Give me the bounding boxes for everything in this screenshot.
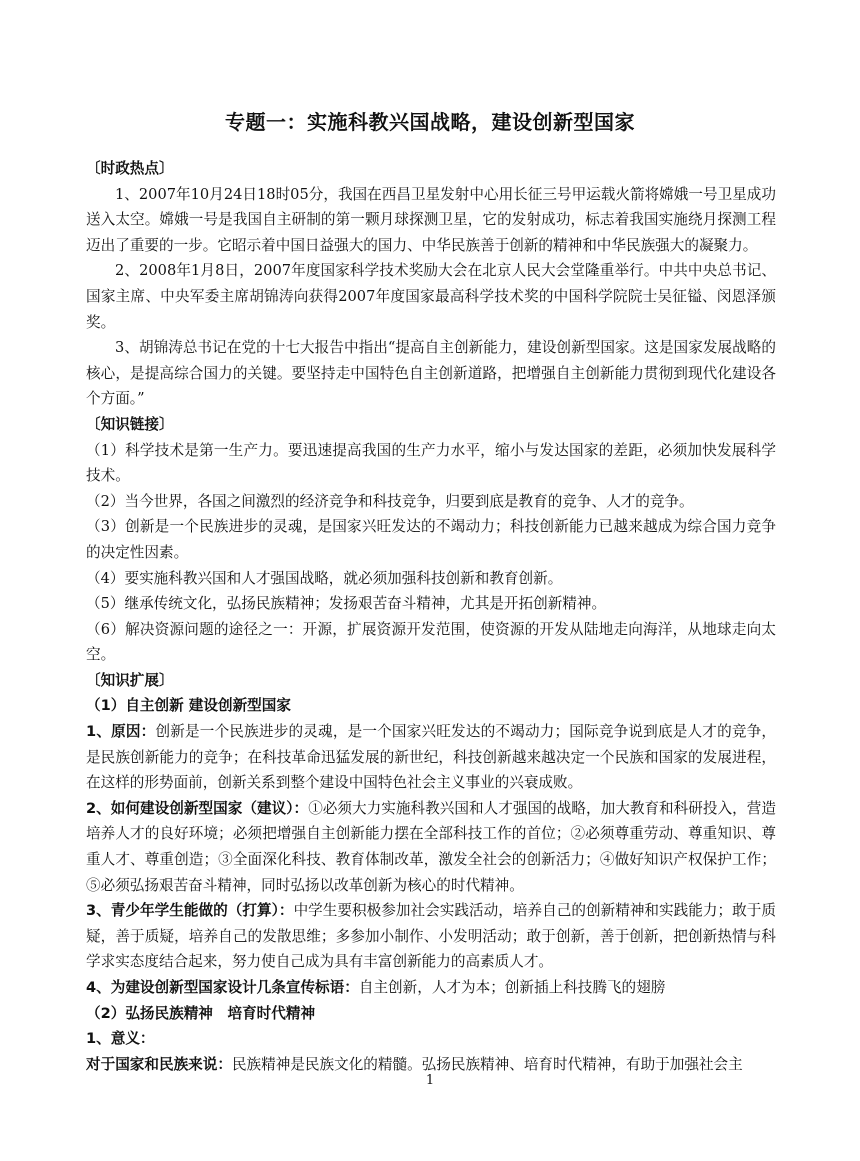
- item-label: 2、如何建设创新型国家（建议）：: [86, 799, 309, 817]
- expansion-item: [86, 719, 776, 796]
- link-item: （3）创新是一个民族进步的灵魂，是国家兴旺发达的不竭动力；科技创新能力已越来越成为综合国力竞争的决定性因素。: [86, 518, 776, 561]
- item-label: 3、青少年学生能做的（打算）：: [86, 902, 294, 920]
- item-text: 创新是一个民族进步的灵魂，是一个国家兴旺发达的不竭动力；国际竞争说到底是人才的竞争，是民族创新能力的竞争；在科技革命迅猛发展的新世纪，科技创新越来越决定一个民族和国家的发展进程，在这样的形势面前，创新关系到整个建设中国特色社会主义事业的兴衰成败。: [86, 723, 777, 792]
- item-text: 自主创新，人才为本；创新插上科技腾飞的翅膀: [358, 979, 666, 996]
- hotspot-paragraph: 3、胡锦涛总书记在党的十七大报告中指出“提高自主创新能力，建设创新型国家。这是国家发展战略的核心，是提高综合国力的关键。要坚持走中国特色自主创新道路，把增强自主创新能力贯彻到现代化建设各个方面。”: [86, 339, 776, 408]
- section-heading: （1）自主创新 建设创新型国家: [86, 697, 291, 715]
- link-item: （4）要实施科教兴国和人才强国战略，就必须加强科技创新和教育创新。: [86, 569, 563, 587]
- expansion-item: [86, 975, 776, 1001]
- item-label: 4、为建设创新型国家设计几条宣传标语：: [86, 979, 359, 996]
- section-heading: （2）弘扬民族精神 培育时代精神: [86, 1004, 316, 1022]
- expansion-heading: 〔知识扩展〕: [86, 671, 174, 689]
- document-body: [86, 156, 776, 1077]
- hotspot-paragraph: 1、2007年10月24日18时05分，我国在西昌卫星发射中心用长征三号甲运载火箭将嫦娥一号卫星成功送入太空。嫦娥一号是我国自主研制的第一颗月球探测卫星，它的发射成功，标志着我国实施绕月探测工程迈出了重要的一步。它昭示着中国日益强大的国力、中华民族善于创新的精神和中华民族强大的凝聚力。: [86, 185, 776, 254]
- item-text: 中学生要积极参加社会实践活动，培养自己的创新精神和实践能力；敢于质疑，善于质疑，培养自己的发散思维；多参加小制作、小发明活动；敢于创新，善于创新，把创新热情与科学求实态度结合起来，努力使自己成为具有丰富创新能力的高素质人才。: [86, 902, 776, 971]
- item-label: 对于国家和民族来说：: [86, 1055, 232, 1073]
- item-text: 民族精神是民族文化的精髓。弘扬民族精神、培育时代精神，有助于加强社会主: [231, 1055, 743, 1073]
- hotspots-heading: 〔时政热点〕: [86, 160, 174, 177]
- expansion-item: [86, 898, 776, 975]
- item-label: 1、原因：: [86, 723, 156, 741]
- item-text: ①必须大力实施科教兴国和人才强国的战略，加大教育和科研投入，营造培养人才的良好环境；必须把增强自主创新能力摆在全部科技工作的首位；②必须尊重劳动、尊重知识、尊重人才、尊重创造；③全面深化科技、教育体制改革，激发全社会的创新活力；④做好知识产权保护工作；⑤必须弘扬艰苦奋斗精神，同时弘扬以改革创新为核心的时代精神。: [86, 799, 776, 894]
- link-item: （6）解决资源问题的途径之一：开源，扩展资源开发范围，使资源的开发从陆地走向海洋，从地球走向太空。: [86, 620, 776, 664]
- page-title: 专题一：实施科教兴国战略，建设创新型国家: [225, 110, 635, 134]
- expansion-item: [86, 796, 776, 898]
- links-heading: 〔知识链接〕: [86, 415, 174, 433]
- hotspot-paragraph: 2、2008年1月8日，2007年度国家科学技术奖励大会在北京人民大会堂隆重举行。中共中央总书记、国家主席、中央军委主席胡锦涛向获得2007年度国家最高科学技术奖的中国科学院院士吴征镒、闵恩泽颁奖。: [86, 262, 776, 331]
- sub-heading: 1、意义：: [86, 1030, 155, 1048]
- link-item: （2）当今世界，各国之间激烈的经济竞争和科技竞争，归要到底是教育的竞争、人才的竞争。: [86, 492, 694, 510]
- page-number: 1: [425, 1073, 435, 1088]
- link-item: （1）科学技术是第一生产力。要迅速提高我国的生产力水平，缩小与发达国家的差距，必须加快发展科学技术。: [86, 441, 776, 485]
- link-item: （5）继承传统文化，弘扬民族精神；发扬艰苦奋斗精神，尤其是开拓创新精神。: [86, 595, 607, 613]
